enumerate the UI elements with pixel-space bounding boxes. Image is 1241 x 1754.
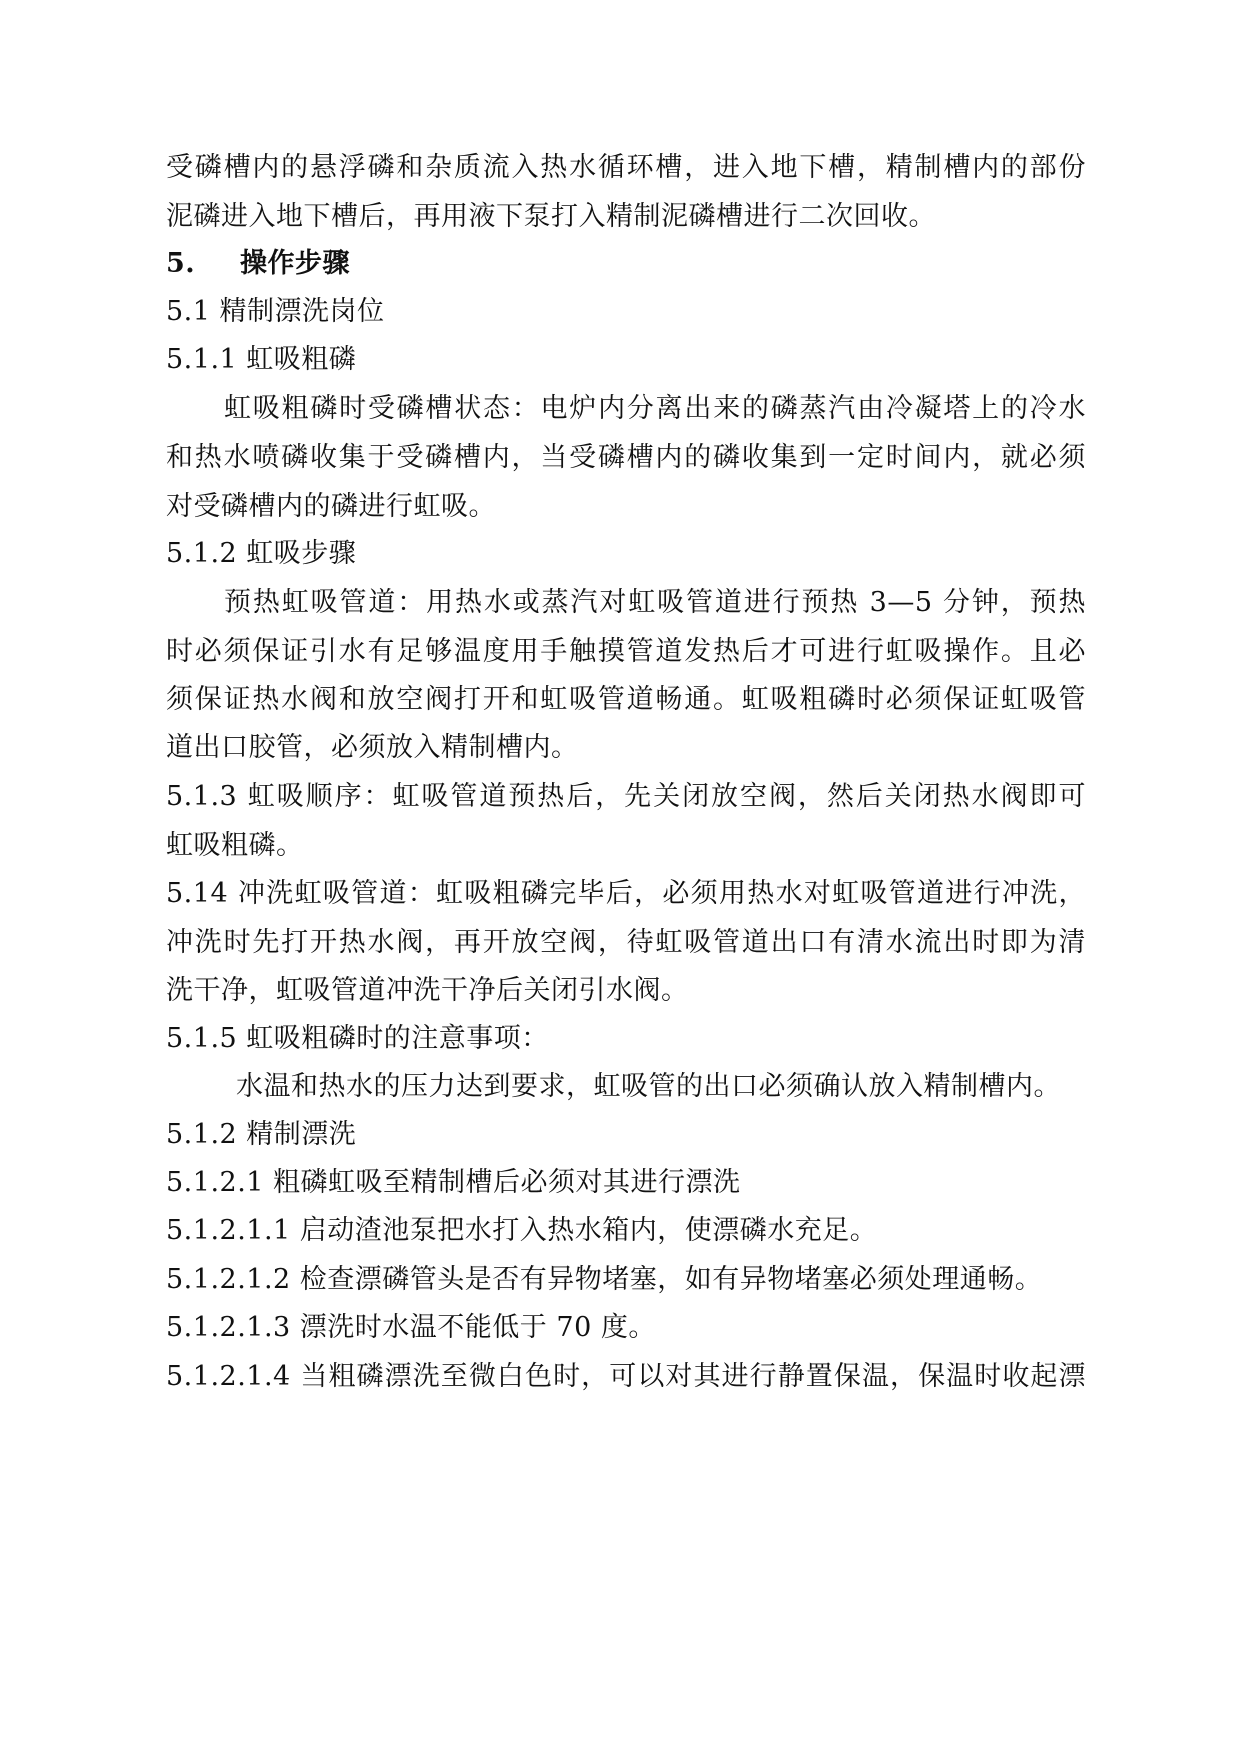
text-line-5-14b: 冲洗时先打开热水阀，再开放空阀，待虹吸管道出口有清水流出时即为清	[166, 927, 1086, 958]
text-line-1: 受磷槽内的悬浮磷和杂质流入热水循环槽，进入地下槽，精制槽内的部份	[166, 152, 1086, 183]
text-line-paragraph-2d: 道出口胶管，必须放入精制槽内。	[166, 732, 579, 763]
text-line-5-1-2-1-4: 5.1.2.1.4 当粗磷漂洗至微白色时，可以对其进行静置保温，保温时收起漂	[166, 1361, 1086, 1392]
text-line-2: 泥磷进入地下槽后，再用液下泵打入精制泥磷槽进行二次回收。	[166, 201, 936, 232]
text-line-5-1-5-note: 水温和热水的压力达到要求，虹吸管的出口必须确认放入精制槽内。	[236, 1071, 1061, 1102]
text-line-paragraph-1c: 对受磷槽内的磷进行虹吸。	[166, 491, 496, 522]
text-line-5-1-2-1-3: 5.1.2.1.3 漂洗时水温不能低于 70 度。	[166, 1312, 656, 1343]
section-heading-number: 5.	[166, 248, 196, 279]
text-line-paragraph-2c: 须保证热水阀和放空阀打开和虹吸管道畅通。虹吸粗磷时必须保证虹吸管	[166, 684, 1086, 715]
subsection-heading-5-1-5: 5.1.5 虹吸粗磷时的注意事项：	[166, 1023, 549, 1054]
subsection-heading-5-1-2: 5.1.2 虹吸步骤	[166, 538, 357, 569]
text-line-5-1-2-1-2: 5.1.2.1.2 检查漂磷管头是否有异物堵塞，如有异物堵塞必须处理通畅。	[166, 1264, 1043, 1295]
text-line-5-1-3a: 5.1.3 虹吸顺序：虹吸管道预热后，先关闭放空阀，然后关闭热水阀即可	[166, 781, 1086, 812]
text-line-5-1-2-1-1: 5.1.2.1.1 启动渣池泵把水打入热水箱内，使漂磷水充足。	[166, 1215, 878, 1246]
text-line-5-1-3b: 虹吸粗磷。	[166, 830, 304, 861]
section-heading	[166, 246, 350, 282]
text-line-paragraph-1a: 虹吸粗磷时受磷槽状态：电炉内分离出来的磷蒸汽由冷凝塔上的冷水	[224, 393, 1086, 424]
section-heading-title: 操作步骤	[240, 248, 350, 279]
subsection-heading-5-1: 5.1 精制漂洗岗位	[166, 296, 385, 327]
text-line-5-1-2-1: 5.1.2.1 粗磷虹吸至精制槽后必须对其进行漂洗	[166, 1167, 741, 1198]
text-line-paragraph-2b: 时必须保证引水有足够温度用手触摸管道发热后才可进行虹吸操作。且必	[166, 636, 1086, 667]
text-line-paragraph-2a: 预热虹吸管道：用热水或蒸汽对虹吸管道进行预热 3—5 分钟，预热	[224, 587, 1086, 618]
subsection-heading-5-1-2-rinse: 5.1.2 精制漂洗	[166, 1119, 357, 1150]
text-line-paragraph-1b: 和热水喷磷收集于受磷槽内，当受磷槽内的磷收集到一定时间内，就必须	[166, 442, 1086, 473]
text-line-5-14c: 洗干净，虹吸管道冲洗干净后关闭引水阀。	[166, 975, 689, 1006]
subsection-heading-5-1-1: 5.1.1 虹吸粗磷	[166, 344, 357, 375]
text-line-5-14a: 5.14 冲洗虹吸管道：虹吸粗磷完毕后，必须用热水对虹吸管道进行冲洗，	[166, 878, 1086, 909]
